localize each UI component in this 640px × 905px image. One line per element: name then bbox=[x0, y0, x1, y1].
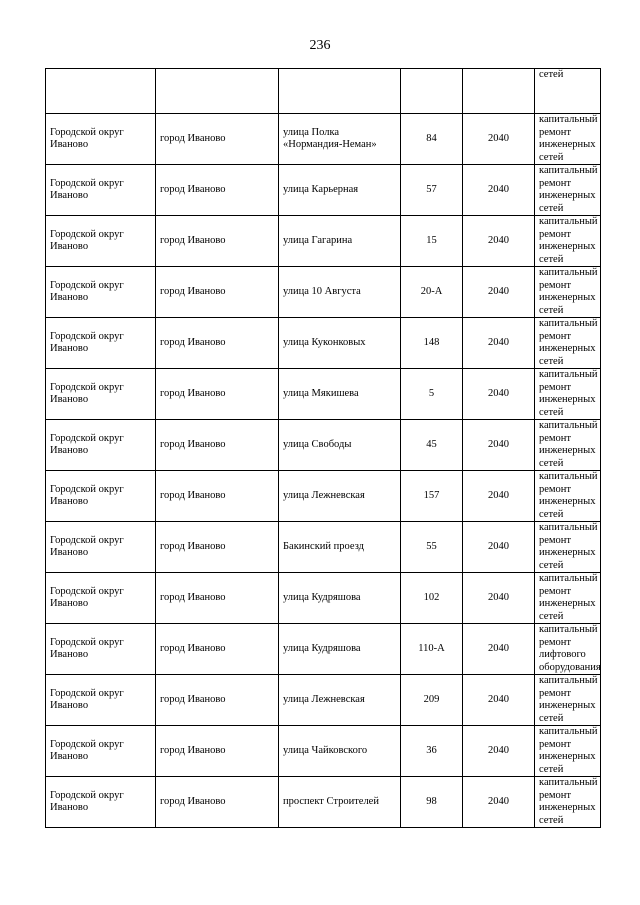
municipality-cell: Городской округ Иваново bbox=[46, 114, 156, 165]
year-cell: 2040 bbox=[463, 573, 535, 624]
settlement-cell: город Иваново bbox=[156, 471, 279, 522]
work-type-cell: капитальный ремонт инженерных сетей bbox=[535, 216, 601, 267]
house-cell: 84 bbox=[401, 114, 463, 165]
year-cell: 2040 bbox=[463, 216, 535, 267]
street-cell: Бакинский проезд bbox=[279, 522, 401, 573]
house-cell: 20-А bbox=[401, 267, 463, 318]
year-cell: 2040 bbox=[463, 318, 535, 369]
registry-table-body bbox=[46, 69, 601, 828]
settlement-cell bbox=[156, 69, 279, 114]
year-cell: 2040 bbox=[463, 267, 535, 318]
settlement-cell: город Иваново bbox=[156, 216, 279, 267]
work-type-cell: капитальный ремонт инженерных сетей bbox=[535, 471, 601, 522]
year-cell: 2040 bbox=[463, 522, 535, 573]
house-cell bbox=[401, 69, 463, 114]
work-type-cell: капитальный ремонт инженерных сетей bbox=[535, 573, 601, 624]
settlement-cell: город Иваново bbox=[156, 165, 279, 216]
registry-table bbox=[45, 68, 601, 828]
street-cell: улица Мякишева bbox=[279, 369, 401, 420]
street-cell: улица Свободы bbox=[279, 420, 401, 471]
house-cell: 5 bbox=[401, 369, 463, 420]
street-cell: улица Кудряшова bbox=[279, 624, 401, 675]
municipality-cell: Городской округ Иваново bbox=[46, 369, 156, 420]
table-row bbox=[46, 369, 601, 420]
settlement-cell: город Иваново bbox=[156, 675, 279, 726]
year-cell: 2040 bbox=[463, 471, 535, 522]
table-row bbox=[46, 624, 601, 675]
street-cell: улица Карьерная bbox=[279, 165, 401, 216]
street-cell: улица Гагарина bbox=[279, 216, 401, 267]
table-row bbox=[46, 573, 601, 624]
settlement-cell: город Иваново bbox=[156, 522, 279, 573]
settlement-cell: город Иваново bbox=[156, 114, 279, 165]
street-cell: улица Лежневская bbox=[279, 675, 401, 726]
settlement-cell: город Иваново bbox=[156, 420, 279, 471]
settlement-cell: город Иваново bbox=[156, 726, 279, 777]
municipality-cell: Городской округ Иваново bbox=[46, 420, 156, 471]
municipality-cell bbox=[46, 69, 156, 114]
street-cell: улица Лежневская bbox=[279, 471, 401, 522]
page-number: 236 bbox=[309, 38, 331, 53]
year-cell: 2040 bbox=[463, 114, 535, 165]
municipality-cell: Городской округ Иваново bbox=[46, 318, 156, 369]
year-cell: 2040 bbox=[463, 369, 535, 420]
work-type-cell: капитальный ремонт инженерных сетей bbox=[535, 318, 601, 369]
table-row bbox=[46, 216, 601, 267]
house-cell: 36 bbox=[401, 726, 463, 777]
municipality-cell: Городской округ Иваново bbox=[46, 471, 156, 522]
house-cell: 102 bbox=[401, 573, 463, 624]
street-cell: улица Чайковского bbox=[279, 726, 401, 777]
municipality-cell: Городской округ Иваново bbox=[46, 675, 156, 726]
street-cell: улица Кудряшова bbox=[279, 573, 401, 624]
house-cell: 55 bbox=[401, 522, 463, 573]
work-type-cell: капитальный ремонт инженерных сетей bbox=[535, 267, 601, 318]
municipality-cell: Городской округ Иваново bbox=[46, 777, 156, 828]
work-type-cell: капитальный ремонт инженерных сетей bbox=[535, 726, 601, 777]
house-cell: 209 bbox=[401, 675, 463, 726]
street-cell bbox=[279, 69, 401, 114]
house-cell: 98 bbox=[401, 777, 463, 828]
table-row bbox=[46, 522, 601, 573]
year-cell: 2040 bbox=[463, 726, 535, 777]
year-cell: 2040 bbox=[463, 420, 535, 471]
table-row bbox=[46, 777, 601, 828]
continuation-row bbox=[46, 69, 601, 114]
table-row bbox=[46, 726, 601, 777]
table-row bbox=[46, 114, 601, 165]
settlement-cell: город Иваново bbox=[156, 318, 279, 369]
settlement-cell: город Иваново bbox=[156, 624, 279, 675]
house-cell: 45 bbox=[401, 420, 463, 471]
street-cell: улица Куконковых bbox=[279, 318, 401, 369]
year-cell: 2040 bbox=[463, 777, 535, 828]
table-row bbox=[46, 420, 601, 471]
house-cell: 148 bbox=[401, 318, 463, 369]
year-cell: 2040 bbox=[463, 165, 535, 216]
work-type-cell: сетей bbox=[535, 69, 601, 114]
table-row bbox=[46, 471, 601, 522]
street-cell: улица 10 Августа bbox=[279, 267, 401, 318]
work-type-cell: капитальный ремонт инженерных сетей bbox=[535, 777, 601, 828]
year-cell: 2040 bbox=[463, 624, 535, 675]
work-type-cell: капитальный ремонт инженерных сетей bbox=[535, 114, 601, 165]
year-cell: 2040 bbox=[463, 675, 535, 726]
settlement-cell: город Иваново bbox=[156, 267, 279, 318]
house-cell: 157 bbox=[401, 471, 463, 522]
work-type-cell: капитальный ремонт лифтового оборудования bbox=[535, 624, 601, 675]
municipality-cell: Городской округ Иваново bbox=[46, 267, 156, 318]
work-type-cell: капитальный ремонт инженерных сетей bbox=[535, 165, 601, 216]
house-cell: 110-А bbox=[401, 624, 463, 675]
table-row bbox=[46, 267, 601, 318]
work-type-cell: капитальный ремонт инженерных сетей bbox=[535, 522, 601, 573]
table-row bbox=[46, 165, 601, 216]
municipality-cell: Городской округ Иваново bbox=[46, 573, 156, 624]
street-cell: проспект Строителей bbox=[279, 777, 401, 828]
settlement-cell: город Иваново bbox=[156, 369, 279, 420]
table-row bbox=[46, 675, 601, 726]
work-type-cell: капитальный ремонт инженерных сетей bbox=[535, 420, 601, 471]
house-cell: 57 bbox=[401, 165, 463, 216]
municipality-cell: Городской округ Иваново bbox=[46, 216, 156, 267]
work-type-cell: капитальный ремонт инженерных сетей bbox=[535, 675, 601, 726]
table-row bbox=[46, 318, 601, 369]
municipality-cell: Городской округ Иваново bbox=[46, 165, 156, 216]
settlement-cell: город Иваново bbox=[156, 573, 279, 624]
year-cell bbox=[463, 69, 535, 114]
settlement-cell: город Иваново bbox=[156, 777, 279, 828]
street-cell: улица Полка «Нормандия-Неман» bbox=[279, 114, 401, 165]
municipality-cell: Городской округ Иваново bbox=[46, 522, 156, 573]
work-type-cell: капитальный ремонт инженерных сетей bbox=[535, 369, 601, 420]
municipality-cell: Городской округ Иваново bbox=[46, 726, 156, 777]
municipality-cell: Городской округ Иваново bbox=[46, 624, 156, 675]
house-cell: 15 bbox=[401, 216, 463, 267]
